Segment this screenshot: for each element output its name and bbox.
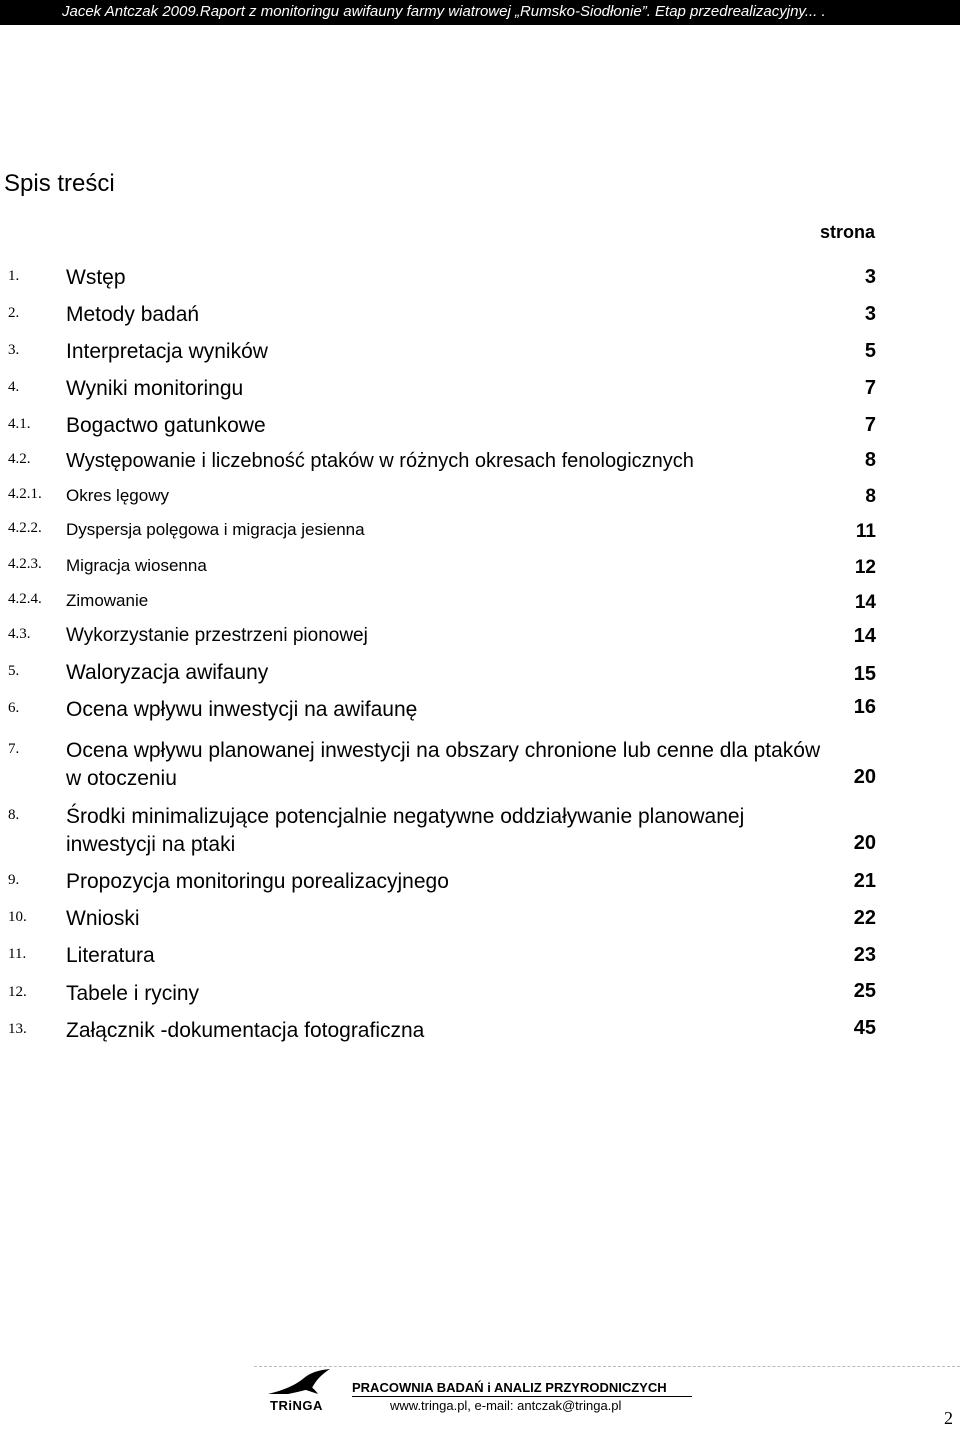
toc-entry-page: 21 (853, 870, 876, 892)
toc-entry-label: Propozycja monitoringu porealizacyjnego (66, 870, 449, 893)
toc-entry-page: 5 (864, 340, 876, 362)
toc-entry-number: 4.2.4. (8, 591, 42, 607)
toc-entry-page: 20 (853, 832, 876, 854)
toc-entry-number: 12. (8, 984, 27, 1000)
toc-entry-page: 12 (854, 557, 876, 578)
toc-entry-number: 10. (8, 909, 27, 925)
toc-entry-label: Waloryzacja awifauny (66, 661, 269, 684)
toc-entry-number: 8. (8, 807, 20, 823)
footer-contact[interactable]: www.tringa.pl, e-mail: antczak@tringa.pl (390, 1398, 622, 1413)
toc-entry-page: 23 (853, 944, 876, 966)
toc-entry-label: Tabele i ryciny (66, 982, 200, 1005)
toc-entry-page: 14 (854, 592, 876, 613)
footer-lab-name: PRACOWNIA BADAŃ i ANALIZ PRZYRODNICZYCH (352, 1380, 667, 1395)
toc-entry-number: 4.2. (8, 451, 31, 467)
toc-entry-number: 7. (8, 741, 20, 757)
toc-entry-page: 8 (865, 486, 876, 507)
toc-entry-number: 4.3. (8, 626, 31, 642)
footer-rule (352, 1396, 692, 1397)
page-column-label: strona (820, 222, 876, 242)
toc-entry-page: 7 (864, 414, 876, 436)
toc-entry-page: 8 (864, 449, 876, 471)
toc-entry-label: Interpretacja wyników (66, 340, 268, 363)
toc-entry-number: 4.2.1. (8, 486, 42, 502)
toc-entry-page: 15 (853, 663, 876, 685)
toc-entry-label: Wstęp (66, 266, 126, 289)
toc-entry-number: 2. (8, 305, 20, 321)
toc-entry-number: 4. (8, 379, 20, 395)
toc-entry-label: Wnioski (66, 907, 140, 930)
toc-entry-label: Bogactwo gatunkowe (66, 414, 266, 437)
toc-entry-label: Dyspersja polęgowa i migracja jesienna (66, 520, 365, 539)
toc-entry-number: 13. (8, 1021, 27, 1037)
toc-entry-number: 4.2.3. (8, 556, 42, 572)
toc-entry-page: 16 (853, 696, 876, 718)
toc-entry-number: 4.1. (8, 416, 31, 432)
running-title: Jacek Antczak 2009.Raport z monitoringu awifauny farmy wiatrowej „Rumsko-Siodłonie”. Etap przedrealizacyjny... . (62, 3, 826, 20)
toc-entry-label: Występowanie i liczebność ptaków w różnych okresach fenologicznych (66, 450, 694, 472)
toc-entry-label: Wykorzystanie przestrzeni pionowej (66, 625, 368, 646)
toc-entry-label: Środki minimalizujące potencjalnie negatywne oddziaływanie planowanej inwestycji na ptaki (66, 805, 745, 856)
toc-entry-number: 11. (8, 946, 27, 962)
toc-entry-label: Wyniki monitoringu (66, 377, 244, 400)
toc-entry-page: 7 (864, 377, 876, 399)
toc-entry-page: 22 (853, 907, 876, 929)
toc-entry-label: Ocena wpływu inwestycji na awifaunę (66, 698, 418, 721)
toc-entry-page: 3 (864, 303, 876, 325)
toc-entry-number: 4.2.2. (8, 520, 42, 536)
toc-entry-page: 14 (853, 625, 876, 647)
toc-entry-number: 3. (8, 342, 20, 358)
toc-entry-label: Załącznik -dokumentacja fotograficzna (66, 1019, 425, 1042)
toc-entry-label: Zimowanie (66, 591, 149, 610)
toc-entry-page: 3 (864, 266, 876, 288)
page-number: 2 (944, 1408, 953, 1428)
toc-title: Spis treści (4, 170, 115, 197)
toc-entry-number: 6. (8, 700, 20, 716)
toc-entry-label: Migracja wiosenna (66, 556, 207, 575)
toc-entry-number: 5. (8, 663, 20, 679)
logo-wordmark: TRiNGA (270, 1398, 323, 1413)
toc-entry-number: 9. (8, 872, 20, 888)
toc-entry-label: Literatura (66, 944, 155, 967)
toc-entry-label: Ocena wpływu planowanej inwestycji na obszary chronione lub cenne dla ptaków w otoczeniu (66, 739, 821, 790)
toc-entry-number: 1. (8, 268, 20, 284)
toc-entry-label: Metody badań (66, 303, 200, 326)
footer-divider (254, 1366, 960, 1367)
toc-entry-label: Okres lęgowy (66, 486, 169, 505)
toc-entry-page: 20 (853, 766, 876, 788)
toc-entry-page: 25 (853, 980, 876, 1002)
running-header (0, 0, 960, 25)
toc-entry-page: 11 (855, 521, 876, 542)
toc-entry-page: 45 (853, 1017, 876, 1039)
